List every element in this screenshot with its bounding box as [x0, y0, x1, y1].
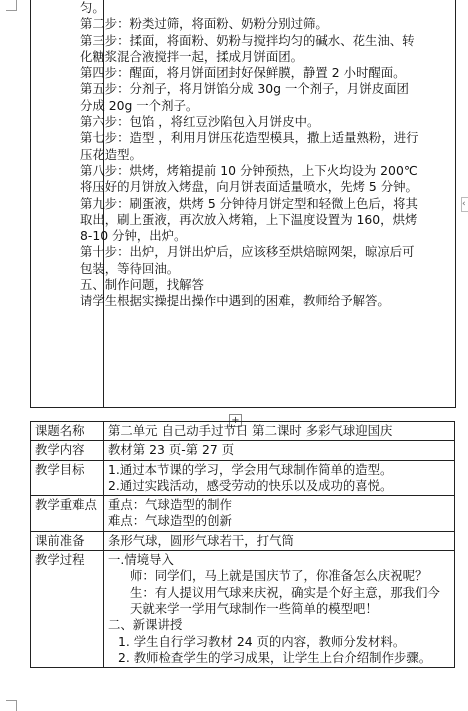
step-text: 第六步：包馅 ，将红豆沙陷包入月饼皮中。: [80, 114, 320, 130]
key-point-text: 重点：气球造型的制作: [108, 497, 232, 513]
goal-text: 1.通过本节课的学习，学会用气球制作简单的造型。: [108, 461, 393, 477]
key-points-cell[interactable]: [104, 496, 455, 532]
row-label: 课题名称: [31, 422, 104, 441]
step-text: 第九步：刷蛋液，烘烤 5 分钟待月饼定型和轻微上色后，将其取出，刷上蛋液，再次放入烤箱，上下温度设置为 160，烘烤 8-10 分钟，出炉。: [80, 195, 418, 244]
table-row: [31, 422, 455, 441]
lesson-plan-table: [30, 421, 455, 668]
row-label: 课前准备: [31, 531, 104, 550]
step-text: 第四步：醒面，将月饼面团封好保鲜膜，静置 2 小时醒面。: [80, 65, 406, 81]
student-line: 生：有人提议用气球来庆祝，确实是个好主意，那我们今天就来学一学用气球制作一些简单的模型吧！: [130, 584, 440, 616]
numbered-item: 1. 学生自行学习教材 24 页的内容，教师分发材料。: [118, 633, 406, 649]
difficulty-text: 难点：气球造型的创新: [108, 513, 232, 529]
step-text: 第七步：造型 ，利用月饼压花造型模具，撒上适量熟粉，进行压花造型。: [80, 130, 419, 162]
step-text: 第五步：分剂子，将月饼馅分成 30g 一个剂子，月饼皮面团分成 20g 一个剂子。: [80, 81, 409, 113]
page-corner-mark-top: [6, 0, 17, 11]
step-text: 第三步：揉面，将面粉、奶粉与搅拌均匀的碱水、花生油、转化糖浆混合液搅拌一起，揉成月饼面团。: [80, 32, 415, 64]
row-label: 教学重难点: [31, 496, 104, 532]
step-text: 请学生根据实操提出操作中遇到的困难，教师给予解答。: [80, 293, 390, 309]
step-text: 第八步：烘烤，烤箱提前 10 分钟预热，上下火均设为 200℃ 将压好的月饼放入烤盘，向月饼表面适量喷水，先烤 5 分钟。: [80, 162, 418, 195]
step-text: 第十步：出炉，月饼出炉后，应该移至烘焙晾网架，晾凉后可包装，等待回油。: [80, 244, 415, 276]
section-heading: 五、制作问题，找解答: [80, 277, 204, 293]
table-row: [31, 551, 455, 668]
table-row: [31, 496, 455, 532]
lesson-title-cell[interactable]: 第二单元 自己动手过节日 第二课时 多彩气球迎国庆: [104, 422, 455, 441]
continued-content-cell[interactable]: [80, 0, 420, 310]
row-label: 教学内容: [31, 441, 104, 460]
process-heading: 二、新课讲授: [108, 617, 183, 633]
numbered-item: 2. 教师检查学生的学习成果，让学生上台介绍制作步骤。: [118, 649, 432, 665]
lesson-content-cell[interactable]: 教材第 23 页-第 27 页: [104, 441, 455, 460]
step-text: 匀。: [80, 0, 105, 15]
lesson-goals-cell[interactable]: [104, 460, 455, 496]
table-row: [31, 531, 455, 550]
table-row: [31, 441, 455, 460]
teacher-line: 师：同学们，马上就是国庆节了，你准备怎么庆祝呢？: [130, 568, 428, 584]
page-corner-mark-bottom: [6, 700, 17, 711]
goal-text: 2.通过实践活动，感受劳动的快乐以及成功的喜悦。: [108, 477, 393, 493]
row-label: 教学过程: [31, 551, 104, 668]
row-label: 教学目标: [31, 460, 104, 496]
preparation-cell[interactable]: 条形气球，圆形气球若干，打气筒: [104, 531, 455, 550]
step-text: 第二步：粉类过筛，将面粉、奶粉分别过筛。: [80, 16, 328, 32]
table-row: [31, 460, 455, 496]
move-cross-icon[interactable]: +: [229, 414, 242, 427]
side-expand-icon[interactable]: ‹: [461, 197, 468, 212]
process-heading: 一.情境导入: [108, 552, 174, 568]
teaching-process-cell[interactable]: [104, 551, 455, 668]
